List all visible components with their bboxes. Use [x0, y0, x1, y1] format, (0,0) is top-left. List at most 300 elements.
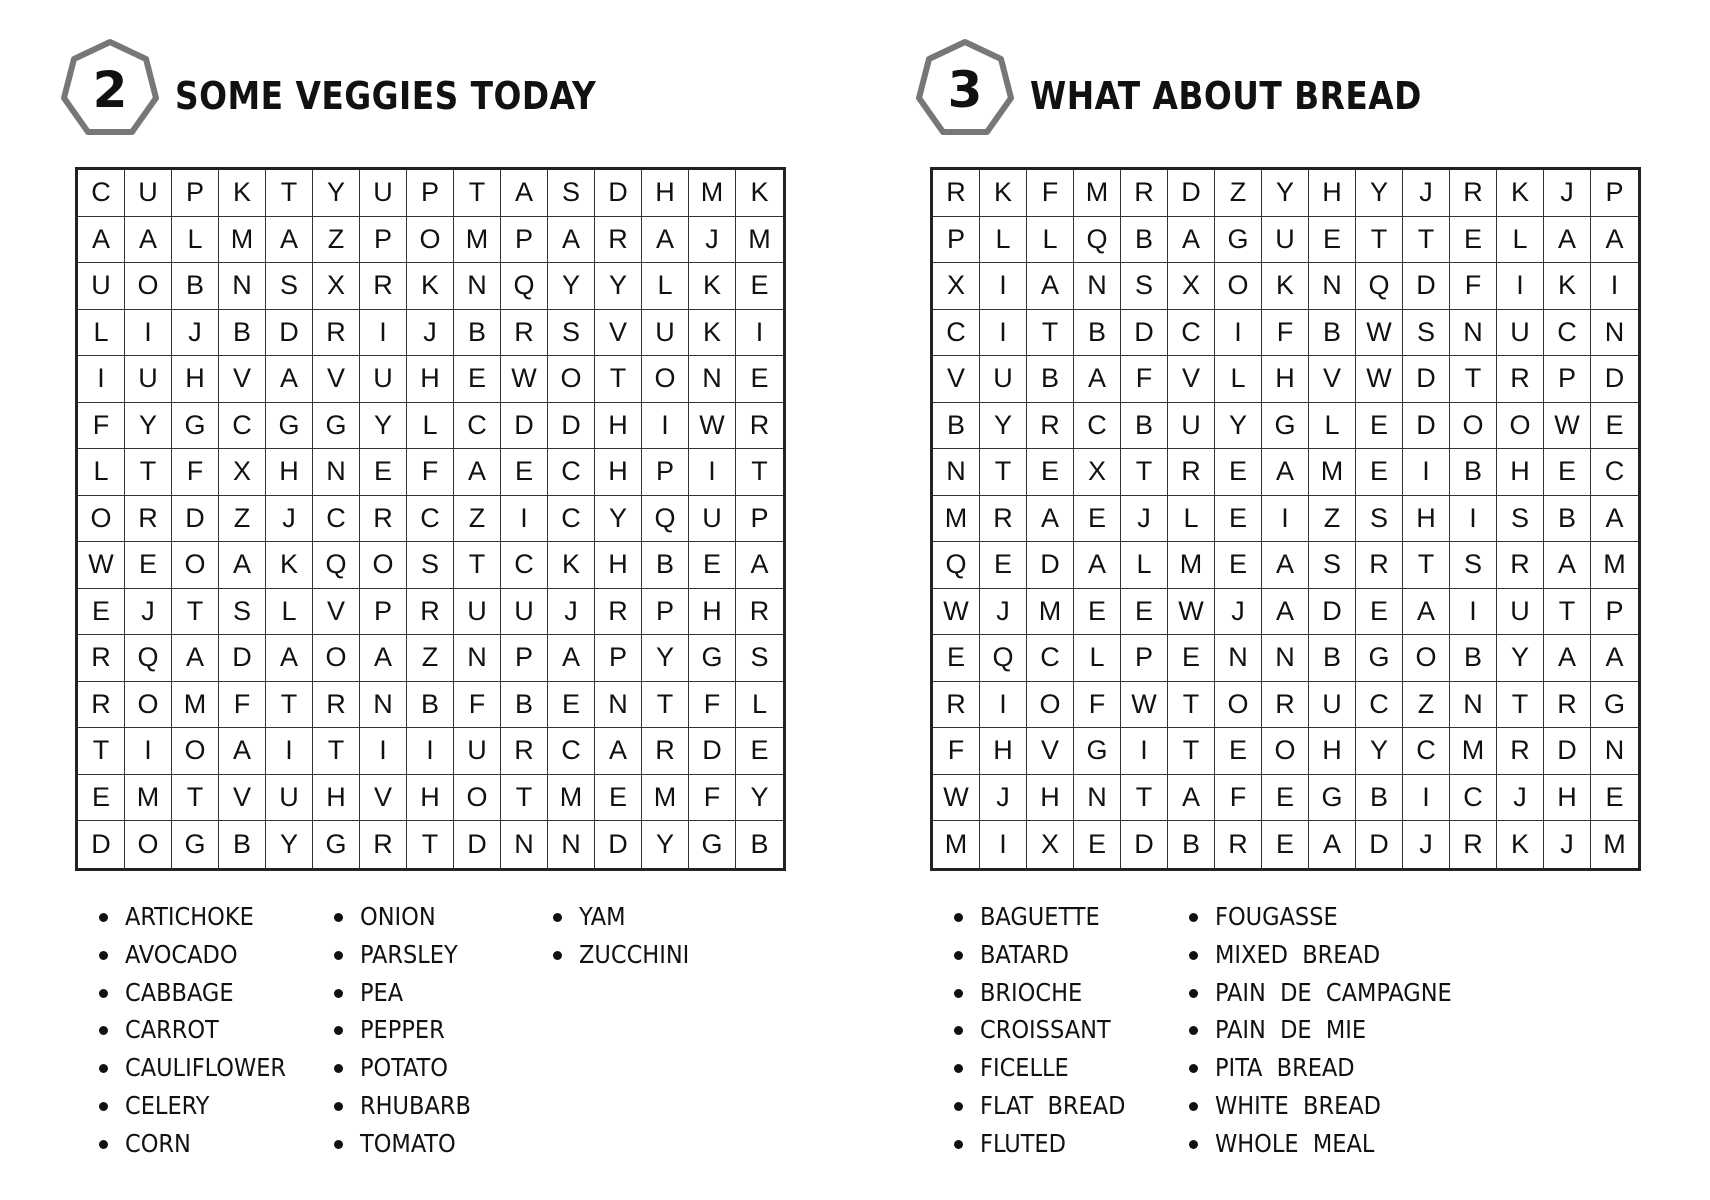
bullet-icon — [1189, 951, 1198, 960]
grid-cell: E — [1027, 449, 1074, 496]
grid-cell: P — [642, 589, 689, 636]
grid-cell: L — [980, 217, 1027, 264]
grid-cell: W — [1544, 403, 1591, 450]
grid-cell: S — [1356, 496, 1403, 543]
grid-cell: C — [548, 728, 595, 775]
grid-cell: D — [1027, 542, 1074, 589]
grid-cell: G — [1074, 728, 1121, 775]
grid-cell: B — [1027, 356, 1074, 403]
grid-cell: C — [501, 542, 548, 589]
grid-cell: L — [642, 263, 689, 310]
grid-cell: L — [1121, 542, 1168, 589]
grid-cell: O — [1027, 682, 1074, 729]
grid-cell: T — [407, 821, 454, 868]
grid-cell: A — [501, 170, 548, 217]
grid-cell: E — [1215, 542, 1262, 589]
bullet-icon — [99, 989, 108, 998]
grid-cell: K — [1544, 263, 1591, 310]
grid-cell: W — [933, 775, 980, 822]
grid-cell: B — [407, 682, 454, 729]
grid-cell: A — [1591, 635, 1638, 682]
grid-cell: I — [642, 403, 689, 450]
grid-cell: N — [1450, 682, 1497, 729]
word-label: MIXED BREAD — [1215, 939, 1381, 969]
grid-cell: H — [407, 775, 454, 822]
grid-cell: V — [1027, 728, 1074, 775]
bullet-icon — [334, 1102, 343, 1111]
grid-cell: R — [360, 263, 407, 310]
grid-cell: X — [933, 263, 980, 310]
grid-cell: R — [125, 496, 172, 543]
grid-cell: D — [548, 403, 595, 450]
grid-cell: D — [1403, 356, 1450, 403]
grid-cell: F — [1074, 682, 1121, 729]
grid-cell: C — [1403, 728, 1450, 775]
grid-cell: F — [689, 775, 736, 822]
grid-cell: R — [1356, 542, 1403, 589]
grid-cell: U — [1497, 310, 1544, 357]
bullet-icon — [553, 913, 562, 922]
grid-cell: N — [548, 821, 595, 868]
grid-cell: A — [454, 449, 501, 496]
grid-cell: I — [1497, 263, 1544, 310]
grid-cell: J — [172, 310, 219, 357]
grid-cell: I — [980, 682, 1027, 729]
grid-cell: E — [1262, 821, 1309, 868]
grid-cell: R — [595, 589, 642, 636]
grid-cell: T — [454, 170, 501, 217]
grid-cell: B — [1450, 635, 1497, 682]
grid-cell: S — [736, 635, 783, 682]
grid-cell: J — [980, 589, 1027, 636]
grid-cell: E — [933, 635, 980, 682]
word-label: AVOCADO — [125, 939, 238, 969]
word-label: FLAT BREAD — [980, 1090, 1126, 1120]
word-list-column — [553, 898, 689, 974]
grid-cell: C — [1356, 682, 1403, 729]
grid-cell: D — [1544, 728, 1591, 775]
grid-cell: H — [313, 775, 360, 822]
grid-cell: M — [1074, 170, 1121, 217]
grid-cell: N — [689, 356, 736, 403]
grid-cell: A — [78, 217, 125, 264]
word-label: PAIN DE MIE — [1215, 1015, 1367, 1045]
grid-cell: I — [266, 728, 313, 775]
grid-cell: D — [454, 821, 501, 868]
grid-cell: Y — [736, 775, 783, 822]
grid-cell: Z — [1215, 170, 1262, 217]
grid-cell: H — [266, 449, 313, 496]
grid-cell: G — [266, 403, 313, 450]
grid-cell: H — [1403, 496, 1450, 543]
grid-cell: A — [1591, 496, 1638, 543]
bullet-icon — [99, 951, 108, 960]
grid-cell: L — [407, 403, 454, 450]
grid-cell: V — [219, 356, 266, 403]
grid-cell: U — [360, 356, 407, 403]
grid-cell: U — [1168, 403, 1215, 450]
grid-cell: A — [219, 542, 266, 589]
grid-cell: T — [454, 542, 501, 589]
grid-cell: I — [1403, 449, 1450, 496]
grid-cell: S — [548, 310, 595, 357]
grid-cell: W — [1356, 310, 1403, 357]
grid-cell: T — [266, 170, 313, 217]
word-label: PEPPER — [360, 1015, 445, 1045]
grid-cell: Z — [313, 217, 360, 264]
word-label: FICELLE — [980, 1053, 1069, 1083]
grid-cell: E — [1215, 496, 1262, 543]
grid-cell: I — [125, 728, 172, 775]
grid-cell: T — [172, 589, 219, 636]
grid-cell: E — [1215, 728, 1262, 775]
grid-cell: R — [1544, 682, 1591, 729]
grid-cell: J — [1403, 821, 1450, 868]
grid-cell: G — [172, 403, 219, 450]
grid-cell: P — [501, 635, 548, 682]
grid-cell: T — [125, 449, 172, 496]
grid-cell: M — [736, 217, 783, 264]
grid-cell: J — [980, 775, 1027, 822]
grid-cell: B — [933, 403, 980, 450]
grid-cell: T — [1356, 217, 1403, 264]
grid-cell: O — [125, 821, 172, 868]
grid-cell: L — [1027, 217, 1074, 264]
grid-cell: Z — [1403, 682, 1450, 729]
word-label: BAGUETTE — [980, 902, 1100, 931]
grid-cell: O — [642, 356, 689, 403]
grid-cell: A — [219, 728, 266, 775]
word-list-item — [954, 1049, 1125, 1087]
grid-cell: E — [1309, 217, 1356, 264]
grid-cell: R — [501, 728, 548, 775]
grid-cell: G — [1215, 217, 1262, 264]
grid-cell: E — [1591, 403, 1638, 450]
grid-cell: W — [933, 589, 980, 636]
grid-cell: R — [501, 310, 548, 357]
grid-cell: B — [750, 828, 769, 859]
grid-cell: K — [1497, 170, 1544, 217]
word-list-item — [334, 936, 471, 974]
grid-cell: Z — [454, 496, 501, 543]
grid-cell: H — [1309, 170, 1356, 217]
grid-cell: Y — [1215, 403, 1262, 450]
grid-cell: M — [454, 217, 501, 264]
grid-cell: D — [1121, 821, 1168, 868]
grid-cell: B — [1450, 449, 1497, 496]
grid-cell: O — [360, 542, 407, 589]
grid-cell: O — [125, 682, 172, 729]
word-list-item — [99, 1049, 286, 1087]
grid-cell: T — [1168, 728, 1215, 775]
grid-cell: M — [933, 496, 980, 543]
grid-cell: O — [1262, 728, 1309, 775]
word-list-item — [954, 1087, 1125, 1125]
grid-cell: D — [1403, 403, 1450, 450]
grid-cell: Y — [313, 170, 360, 217]
puzzle-2 — [0, 0, 820, 1200]
word-list-item — [1189, 1011, 1452, 1049]
grid-cell: I — [1591, 263, 1638, 310]
grid-cell: U — [454, 728, 501, 775]
grid-cell: R — [313, 310, 360, 357]
grid-cell: C — [1168, 310, 1215, 357]
grid-cell: Z — [219, 496, 266, 543]
grid-cell: V — [1168, 356, 1215, 403]
grid-cell: T — [1544, 589, 1591, 636]
grid-cell: H — [1497, 449, 1544, 496]
grid-cell: C — [454, 403, 501, 450]
grid-cell: Y — [1356, 728, 1403, 775]
grid-cell: J — [1121, 496, 1168, 543]
bullet-icon — [954, 989, 963, 998]
grid-cell: J — [125, 589, 172, 636]
grid-cell: N — [1450, 310, 1497, 357]
grid-cell: P — [1591, 170, 1638, 217]
grid-cell: N — [1262, 635, 1309, 682]
grid-cell: J — [266, 496, 313, 543]
bullet-icon — [1189, 989, 1198, 998]
bullet-icon — [334, 913, 343, 922]
grid-cell: Y — [1497, 635, 1544, 682]
grid-cell: L — [78, 310, 125, 357]
grid-cell: H — [1309, 728, 1356, 775]
grid-cell: R — [1262, 682, 1309, 729]
grid-cell: C — [1027, 635, 1074, 682]
grid-cell: E — [736, 263, 783, 310]
bullet-icon — [1189, 913, 1198, 922]
grid-cell: Z — [407, 635, 454, 682]
grid-cell: A — [1591, 217, 1638, 264]
grid-cell: Y — [548, 263, 595, 310]
bullet-icon — [954, 1140, 963, 1149]
word-label: PARSLEY — [360, 939, 458, 969]
grid-cell: D — [1121, 310, 1168, 357]
grid-cell: A — [266, 635, 313, 682]
grid-cell: F — [1450, 263, 1497, 310]
bullet-icon — [99, 1102, 108, 1111]
grid-cell: I — [125, 310, 172, 357]
grid-cell: O — [78, 496, 125, 543]
bullet-icon — [1189, 1064, 1198, 1073]
grid-cell: H — [1544, 775, 1591, 822]
grid-cell: A — [1074, 356, 1121, 403]
grid-cell: E — [980, 542, 1027, 589]
grid-cell: T — [1121, 775, 1168, 822]
grid-cell: A — [1027, 263, 1074, 310]
grid-cell: N — [313, 449, 360, 496]
grid-cell: Y — [360, 403, 407, 450]
grid-cell: L — [1215, 356, 1262, 403]
grid-cell: N — [1591, 728, 1638, 775]
grid-cell: E — [1356, 589, 1403, 636]
grid-cell: R — [1215, 821, 1262, 868]
grid-cell: A — [595, 728, 642, 775]
grid-cell: W — [501, 356, 548, 403]
word-label: ARTICHOKE — [125, 902, 254, 931]
grid-cell: D — [1168, 170, 1215, 217]
grid-cell: B — [1121, 217, 1168, 264]
grid-cell: A — [360, 635, 407, 682]
word-list-item — [334, 1125, 471, 1163]
word-list-item — [334, 898, 471, 936]
grid-cell: W — [1356, 356, 1403, 403]
bullet-icon — [1189, 1102, 1198, 1111]
grid-cell: R — [313, 682, 360, 729]
grid-cell: B — [1544, 496, 1591, 543]
grid-cell: A — [1403, 589, 1450, 636]
grid-cell: D — [1309, 589, 1356, 636]
grid-cell: U — [501, 589, 548, 636]
grid-cell: A — [1262, 589, 1309, 636]
word-list-item — [1189, 974, 1452, 1012]
grid-cell: M — [125, 775, 172, 822]
grid-cell: F — [172, 449, 219, 496]
grid-cell: Q — [313, 542, 360, 589]
grid-cell: I — [360, 310, 407, 357]
grid-cell: D — [595, 170, 642, 217]
letter-grid — [930, 167, 1641, 871]
word-label: PITA BREAD — [1215, 1053, 1355, 1083]
grid-cell: A — [1544, 217, 1591, 264]
grid-cell: C — [548, 496, 595, 543]
grid-cell: D — [266, 310, 313, 357]
bullet-icon — [1189, 1140, 1198, 1149]
grid-cell: A — [1544, 542, 1591, 589]
grid-cell: R — [78, 635, 125, 682]
grid-cell: V — [933, 356, 980, 403]
grid-cell: D — [78, 821, 125, 868]
grid-cell: D — [595, 821, 642, 868]
grid-cell: A — [736, 542, 783, 589]
grid-cell: Y — [1356, 170, 1403, 217]
grid-cell: L — [172, 217, 219, 264]
grid-cell: S — [1121, 263, 1168, 310]
grid-cell: I — [407, 728, 454, 775]
grid-cell: D — [172, 496, 219, 543]
grid-cell: B — [219, 821, 266, 868]
grid-cell: O — [172, 542, 219, 589]
grid-cell: B — [219, 310, 266, 357]
grid-cell: N — [933, 449, 980, 496]
grid-cell: E — [736, 356, 783, 403]
grid-cell: E — [125, 542, 172, 589]
grid-cell: M — [219, 217, 266, 264]
grid-cell: E — [1074, 589, 1121, 636]
puzzle-title: SOME VEGGIES TODAY — [175, 74, 597, 118]
grid-cell: I — [1403, 775, 1450, 822]
bullet-icon — [954, 1026, 963, 1035]
grid-cell: Z — [1309, 496, 1356, 543]
word-list-item — [334, 974, 471, 1012]
grid-cell: N — [1309, 263, 1356, 310]
word-list-item — [99, 1125, 286, 1163]
word-list-item — [99, 936, 286, 974]
grid-cell: L — [736, 682, 783, 729]
grid-cell: M — [1027, 589, 1074, 636]
grid-cell: E — [1074, 496, 1121, 543]
grid-cell: T — [980, 449, 1027, 496]
grid-cell: R — [1497, 728, 1544, 775]
grid-cell: K — [219, 170, 266, 217]
grid-cell: I — [689, 449, 736, 496]
grid-cell: J — [548, 589, 595, 636]
grid-cell: F — [454, 682, 501, 729]
grid-cell: N — [1591, 310, 1638, 357]
grid-cell: Q — [1356, 263, 1403, 310]
bullet-icon — [334, 1026, 343, 1035]
grid-cell: F — [689, 682, 736, 729]
grid-cell: E — [454, 356, 501, 403]
grid-cell: A — [1309, 821, 1356, 868]
grid-cell: O — [407, 217, 454, 264]
grid-cell: I — [980, 310, 1027, 357]
bullet-icon — [954, 1102, 963, 1111]
word-list-column — [334, 898, 471, 1163]
grid-cell: N — [595, 682, 642, 729]
grid-cell: E — [1168, 635, 1215, 682]
grid-cell: C — [219, 403, 266, 450]
grid-cell: E — [1450, 217, 1497, 264]
grid-cell: X — [219, 449, 266, 496]
grid-cell: P — [1591, 589, 1638, 636]
grid-cell: H — [407, 356, 454, 403]
grid-cell: N — [1074, 263, 1121, 310]
word-label: WHITE BREAD — [1215, 1090, 1381, 1120]
puzzle-3 — [855, 0, 1675, 1200]
grid-cell: E — [1591, 775, 1638, 822]
grid-cell: U — [360, 170, 407, 217]
grid-cell: R — [360, 496, 407, 543]
word-list-item — [334, 1087, 471, 1125]
grid-cell: B — [1074, 310, 1121, 357]
grid-cell: F — [1027, 170, 1074, 217]
grid-cell: T — [736, 449, 783, 496]
grid-cell: L — [1497, 217, 1544, 264]
grid-cell: G — [313, 403, 360, 450]
grid-cell: J — [1544, 821, 1591, 868]
grid-cell: B — [1356, 775, 1403, 822]
bullet-icon — [334, 989, 343, 998]
grid-cell: H — [980, 728, 1027, 775]
grid-cell: O — [1215, 263, 1262, 310]
word-list-column — [954, 898, 1125, 1163]
grid-cell: C — [1450, 775, 1497, 822]
grid-cell: K — [689, 310, 736, 357]
grid-cell: T — [1497, 682, 1544, 729]
grid-cell: R — [407, 589, 454, 636]
word-list-item — [1189, 936, 1452, 974]
grid-cell: E — [548, 682, 595, 729]
grid-cell: N — [219, 263, 266, 310]
word-list-item — [99, 1011, 286, 1049]
grid-cell: X — [1074, 449, 1121, 496]
grid-cell: O — [1450, 403, 1497, 450]
word-list-item — [1189, 898, 1452, 936]
grid-cell: E — [1074, 821, 1121, 868]
grid-cell: A — [1168, 217, 1215, 264]
word-list-item — [553, 936, 689, 974]
grid-cell: L — [78, 449, 125, 496]
grid-cell: X — [1027, 821, 1074, 868]
grid-cell: E — [501, 449, 548, 496]
grid-cell: X — [1168, 263, 1215, 310]
grid-cell: X — [313, 263, 360, 310]
grid-cell: U — [125, 356, 172, 403]
grid-cell: M — [172, 682, 219, 729]
grid-cell: T — [1168, 682, 1215, 729]
grid-cell: M — [1450, 728, 1497, 775]
